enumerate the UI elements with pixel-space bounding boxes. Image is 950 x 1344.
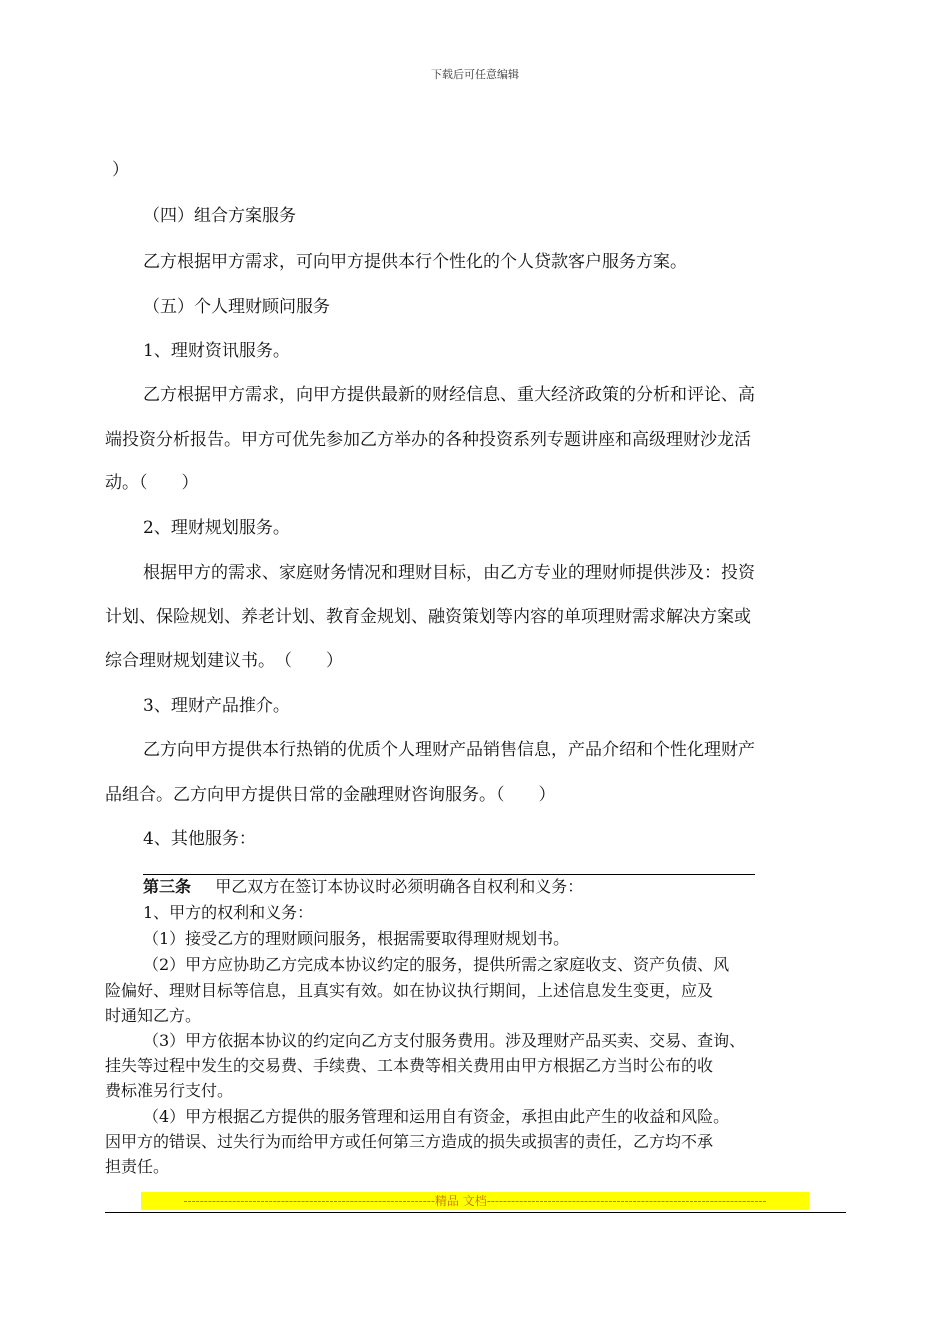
paragraph-line: 时通知乙方。 — [105, 1006, 202, 1025]
paragraph-line: （3）甲方依据本协议的约定向乙方支付服务费用。涉及理财产品买卖、交易、查询、 — [143, 1031, 746, 1050]
paragraph-line: 端投资分析报告。甲方可优先参加乙方举办的各种投资系列专题讲座和高级理财沙龙活 — [105, 430, 751, 450]
section-heading: （五）个人理财顾问服务 — [143, 297, 330, 317]
paragraph-line: 品组合。乙方向甲方提供日常的金融理财咨询服务。（ ） — [105, 785, 556, 805]
paragraph-line: 综合理财规划建议书。 （ ） — [105, 651, 343, 671]
paragraph-line: 挂失等过程中发生的交易费、手续费、工本费等相关费用由甲方根据乙方当时公布的收 — [105, 1056, 714, 1075]
paragraph-line: 担责任。 — [105, 1157, 170, 1176]
subsection-heading: 2、理财规划服务。 — [143, 518, 290, 538]
paragraph-line: 根据甲方的需求、家庭财务情况和理财目标，由乙方专业的理财师提供涉及：投资 — [143, 563, 755, 583]
footer-divider — [105, 1212, 846, 1213]
subsection-heading: 1、理财资讯服务。 — [143, 341, 290, 361]
paragraph-line: 乙方根据甲方需求，可向甲方提供本行个性化的个人贷款客户服务方案。 — [143, 252, 687, 272]
paragraph-line: （2）甲方应协助乙方完成本协议约定的服务，提供所需之家庭收支、资产负债、风 — [143, 955, 730, 974]
paragraph-line: （4）甲方根据乙方提供的服务管理和运用自有资金，承担由此产生的收益和风险。 — [143, 1107, 730, 1126]
paragraph-line: 计划、保险规划、养老计划、教育金规划、融资策划等内容的单项理财需求解决方案或 — [105, 607, 751, 627]
subsection-heading: 3、理财产品推介。 — [143, 696, 290, 716]
subsection-heading: 4、其他服务： — [143, 829, 256, 849]
paragraph-line: ） — [112, 160, 129, 180]
paragraph-line: 乙方根据甲方需求，向甲方提供最新的财经信息、重大经济政策的分析和评论、高 — [143, 385, 755, 405]
article-heading — [143, 876, 583, 898]
footer-watermark-band: --------------------------------------------------------------精品 文档--------------------------------------------------------------------- — [141, 1192, 809, 1210]
paragraph-line: 因甲方的错误、过失行为而给甲方或任何第三方造成的损失或损害的责任，乙方均不承 — [105, 1132, 714, 1151]
page-header-note: 下载后可任意编辑 — [431, 68, 519, 81]
paragraph-line: （1）接受乙方的理财顾问服务，根据需要取得理财规划书。 — [143, 929, 570, 948]
paragraph-line: 1、甲方的权利和义务： — [143, 903, 314, 922]
paragraph-line: 险偏好、理财目标等信息，且真实有效。如在协议执行期间，上述信息发生变更，应及 — [105, 981, 714, 1000]
paragraph-line: 动。（ ） — [105, 473, 199, 493]
blank-fill-line — [143, 874, 755, 875]
section-heading: （四）组合方案服务 — [143, 206, 296, 226]
paragraph-line: 费标准另行支付。 — [105, 1081, 234, 1100]
article-number: 第三条 — [143, 877, 192, 896]
paragraph-line: 乙方向甲方提供本行热销的优质个人理财产品销售信息，产品介绍和个性化理财产 — [143, 740, 755, 760]
article-title: 甲乙双方在签订本协议时必须明确各自权利和义务： — [215, 877, 584, 896]
